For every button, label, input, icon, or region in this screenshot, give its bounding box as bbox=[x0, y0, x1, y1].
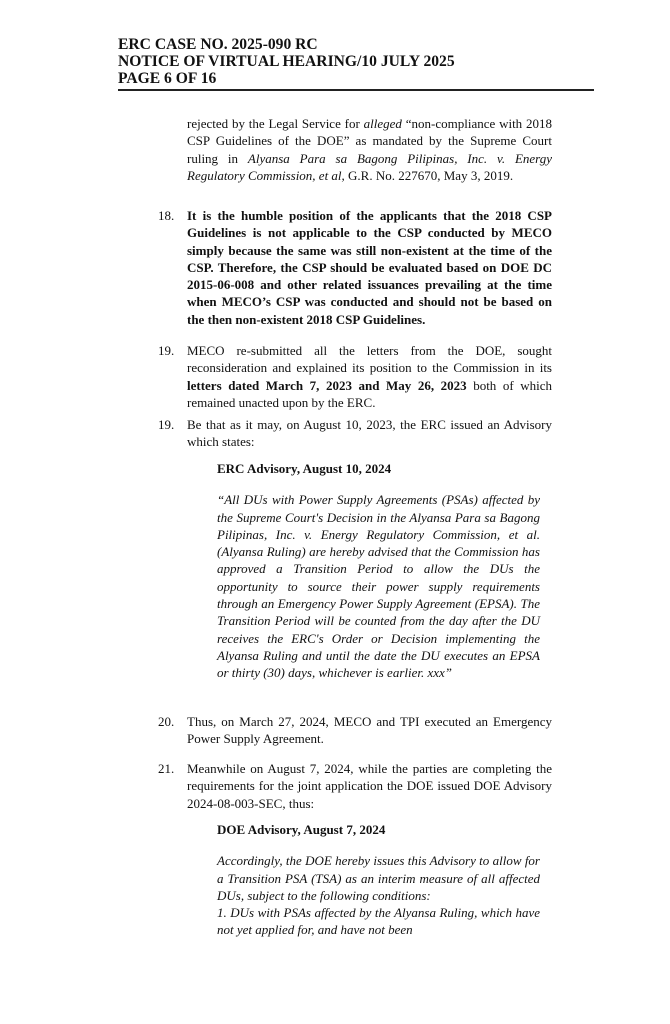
notice-title: NOTICE OF VIRTUAL HEARING/10 JULY 2025 bbox=[118, 53, 455, 70]
page-number: PAGE 6 OF 16 bbox=[118, 70, 217, 87]
doe-advisory-text: Accordingly, the DOE hereby issues this Advisory to allow for a Transition PSA (TSA) as an interim measure of all affected DUs, subject to the following conditions: bbox=[217, 853, 540, 903]
page-header bbox=[118, 36, 594, 91]
paragraph-number-19b: 19. bbox=[158, 417, 175, 432]
intro-case-citation: Alyansa Para sa Bagong Pilipinas, Inc. v. Energy Regulatory Commission, et al, bbox=[187, 150, 552, 183]
erc-advisory-title: ERC Advisory, August 10, 2024 bbox=[217, 461, 392, 476]
paragraph-number-20: 20. bbox=[158, 714, 175, 729]
intro-text-1: rejected by the Legal Service for bbox=[187, 116, 364, 131]
doe-advisory-quote bbox=[217, 821, 540, 939]
case-number: ERC CASE NO. 2025-090 RC bbox=[118, 36, 318, 53]
paragraph-number-21: 21. bbox=[158, 761, 175, 776]
paragraph-19b: Be that as it may, on August 10, 2023, the ERC issued an Advisory which states: bbox=[187, 417, 552, 450]
paragraph-number-19a: 19. bbox=[158, 343, 175, 358]
intro-text-5: G.R. No. 227670, May 3, 2019. bbox=[344, 167, 514, 183]
paragraph-19a bbox=[187, 342, 552, 411]
doe-advisory-item-1: 1. DUs with PSAs affected by the Alyansa Ruling, which have not yet applied for, and have not been bbox=[217, 905, 540, 938]
p19a-text-3: both of which remained unacted upon by the ERC. bbox=[187, 377, 553, 410]
intro-paragraph bbox=[187, 115, 552, 184]
paragraph-21: Meanwhile on August 7, 2024, while the parties are completing the requirements for the joint application the DOE issued DOE Advisory 2024-08-003-SEC, thus: bbox=[187, 761, 552, 811]
paragraph-number-18: 18. bbox=[158, 208, 175, 223]
intro-text-3: “non-compliance with 2018 CSP Guidelines of the DOE” as mandated by the Supreme Court ruling in bbox=[187, 116, 552, 166]
doe-advisory-title: DOE Advisory, August 7, 2024 bbox=[217, 822, 386, 837]
erc-advisory-quote bbox=[217, 460, 540, 682]
p19a-letters-dates: letters dated March 7, 2023 and May 26, 2023 bbox=[187, 377, 467, 393]
p19a-text-1: MECO re-submitted all the letters from the DOE, sought reconsideration and explained its position to the Commission in its bbox=[187, 343, 552, 376]
paragraph-20: Thus, on March 27, 2024, MECO and TPI executed an Emergency Power Supply Agreement. bbox=[187, 714, 552, 747]
intro-text-2: alleged bbox=[363, 116, 402, 131]
erc-advisory-text: “All DUs with Power Supply Agreements (PSAs) affected by the Supreme Court's Decision in the Alyansa Para sa Bagong Pilipinas, Inc. v. Energy Regulatory Commission, et al. (Alyansa Ruling) are hereby advised that the Commission has approved a Transition Period to allow the DUs the opportunity to source their power supply requirements through an Emergency Power Supply Agreement (EPSA). The Transition Period will be counted from the day after the DU receives the ERC's Order or Decision implementing the Alyansa Ruling and until the date the DU executes an EPSA or thirty (30) days, whichever is earlier. xxx” bbox=[217, 492, 540, 681]
paragraph-18: It is the humble position of the applicants that the 2018 CSP Guidelines is not applicable to the CSP conducted by MECO simply because the same was still non-existent at the time of the CSP. Therefore, the CSP should be evaluated based on DOE DC 2015-06-008 and other related issuances prevailing at the time when MECO’s CSP was conducted and should not be based on the then non-existent 2018 CSP Guidelines. bbox=[187, 208, 552, 327]
